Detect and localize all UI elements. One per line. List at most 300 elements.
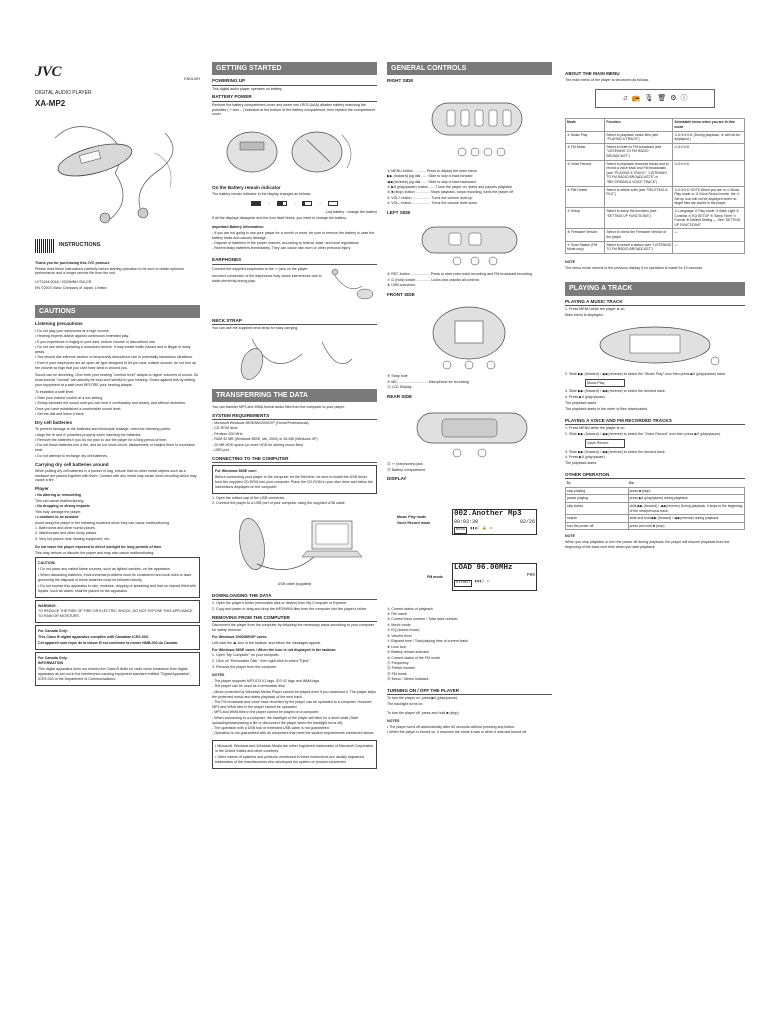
important-title: Important Battery Information:	[212, 224, 264, 229]
table-cell: ①③④⑤⑥	[673, 143, 745, 160]
table-cell: ① Language ② Play mode ③ Back Light ④ Contrast ⑤ EQ SETUP ⑥ Sleep Timer ⑦ Format ⑧ Default Setting — See "SETTING UP FUNCTIONS"	[673, 207, 745, 228]
list-item: - MP3 and WMA files in the player cannot be played on a computer.	[212, 710, 320, 715]
table-cell: ③ Voice Record	[566, 160, 605, 186]
canada-box-1	[35, 625, 200, 650]
list-item: - RAM 32 MB (Windows 98SE, Me, 2000) or 64 MB (Windows XP)	[212, 437, 318, 442]
player-menu-drawing	[565, 321, 745, 369]
remain-note: If all the displays disappear and the icon itself blinks, you need to change the battery.	[212, 216, 347, 221]
warning-box	[35, 600, 200, 624]
list-item: ⑫ Preset number	[387, 666, 416, 671]
table-row	[566, 515, 745, 523]
list-item: To prevent damage to the batteries and electrolyte leakage, heed the following points.	[35, 427, 172, 432]
win2000-title: For Windows 2000/ME/XP users:	[212, 634, 268, 639]
front-side-drawing	[387, 301, 552, 371]
fm-lcd	[452, 563, 537, 591]
win98-box	[212, 465, 377, 493]
sunlight-text: This may deform or discolor the player and may also cause malfunctioning.	[35, 550, 155, 555]
list-item: ⑨ Strap hole	[387, 374, 408, 379]
table-cell: ①②④⑤⑥	[673, 160, 745, 186]
earphones-title: EARPHONES	[212, 257, 377, 264]
list-item: • If you experience a ringing in your ears, reduce volume or discontinue use.	[35, 339, 156, 344]
list-item: 3. Very hot places near heating equipment, etc.	[35, 536, 111, 541]
win98se-step: 3. Remove the player from the computer.	[212, 665, 278, 670]
list-item: 1. Bathrooms and other humid places.	[35, 526, 96, 531]
music-mode-label: Music Play mode	[397, 514, 427, 519]
music-step: 3. Slide ▶▶ (forward) / ◀◀ (reverse) to select the desired track.	[565, 389, 666, 394]
trademark-item: • Microsoft, Windows and Windows Media are either registered trademarks of Microsoft Corporation in the United States and other countries.	[215, 744, 374, 754]
canada-text: This digital apparatus does not exceed the Class B limits for radio noise emissions from digital apparatus as set out in the interference-causing equipment standard entitled "Digital Apparatus", ICES-003 of the Department of Communications.	[38, 667, 191, 681]
caution-item: • When discarding batteries, environmental problems must be considered and local rules or laws governing the disposal of these batteries must be followed strictly.	[38, 573, 192, 582]
rear-side-figure	[387, 403, 552, 459]
notes-list	[212, 679, 377, 736]
arrow-right-icon: →	[292, 201, 297, 206]
list-item: • Start your volume control at a low setting.	[35, 395, 104, 400]
table-cell: —	[673, 241, 745, 253]
file-delete-icon: 🗑	[657, 95, 667, 103]
table-cell: ⑥ Firmware Version	[566, 229, 605, 241]
notes-title: NOTES	[387, 718, 400, 723]
brand-logo: JVC	[35, 64, 62, 80]
music-menu-figure	[565, 321, 745, 369]
listening-list	[35, 329, 200, 371]
table-cell: slide ▶▶ (forward) / ◀◀ (reverse) During playback, it skips to the beginning of the next/previous track.	[628, 503, 744, 515]
list-item: - The FM broadcast and voice track recorded by the player can be uploaded to a computer. However, MP3 and WMA files in the player cannot be uploaded.	[212, 699, 373, 709]
voice-step: 3. Slide ▶▶ (forward) / ◀◀ (reverse) to select the desired track.	[565, 449, 666, 454]
canada-title: For Canada Only:	[38, 655, 68, 660]
connecting-title: CONNECTING TO THE COMPUTER	[212, 456, 377, 463]
table-cell: ①②③④⑤⑥ (During playback, ⑥ will not be displayed.)	[673, 131, 745, 143]
list-item: ① MENU button ............ Press to display the main menu	[387, 168, 477, 173]
list-item: • Remove the batteries if you do not plan to use the player for a long period of time.	[35, 437, 168, 442]
setup-icon: ⚙	[670, 95, 677, 103]
list-item: This may damage the player.	[35, 509, 82, 514]
display-figure	[387, 485, 552, 605]
barcode-graphic	[35, 239, 55, 253]
list-item: ① Current status of playback	[387, 606, 433, 611]
left-side-drawing	[387, 219, 552, 269]
instructions-banner	[35, 239, 200, 253]
connect-step: 1. Open the rubber cap of the USB connector.	[212, 495, 285, 500]
list-item: - Operation is not guaranteed with all computers that meet the system requirements mentioned above.	[212, 731, 375, 736]
list-item: ⑧ USB connector	[387, 283, 416, 288]
battery-icon: ▭	[486, 580, 490, 585]
list-item: ⑪ LCD Display	[387, 385, 412, 390]
safe-level-text: Sound can be deceiving. Over time your hearing "comfort level" adapts to higher volumes of sound. So what sounds "normal" can actually be loud and harmful to your hearing. Guard against this by setting your equipment at a safe level BEFORE your hearing adapts.	[35, 373, 199, 388]
music-step: The playback starts.	[565, 401, 598, 406]
table-cell: Select to preset a station (see "LISTENING TO FM RADIO BROADCAST")	[605, 241, 673, 253]
list-item: ⑦ Elapsed time / Total playing time of current track	[387, 639, 468, 644]
player-with-earphones-drawing	[35, 113, 200, 233]
display-title: DISPLAY	[387, 476, 407, 482]
player-illustration	[35, 113, 200, 233]
turn-on-text: To turn the player on, press ▶II (play/pause).	[387, 696, 459, 701]
powering-up-title: POWERING UP	[212, 78, 377, 85]
carry-title: Carrying dry cell batteries around	[35, 461, 109, 467]
table-cell: Select to playback music files (see "PLAYING A TRACK")	[605, 131, 673, 143]
table-cell: ① Music Play	[566, 131, 605, 143]
menu-icons-figure	[595, 89, 715, 108]
list-item: • When the player is turned on, it resumes the mode it was in when it was last turned off.	[387, 730, 528, 735]
download-step: 2. Copy and paste or drag and drop the MP3/WMA files from the computer into the player's folder.	[212, 607, 368, 612]
table-cell: press and hold ■ (stop)	[628, 522, 744, 530]
list-item: - Music protected by Windows Media Player cannot be played even if you download it. The player skips the protected music and starts playback of the next track.	[212, 689, 376, 699]
caution-title: CAUTION:	[38, 561, 56, 566]
list-item: ③ Current track number / Total track number	[387, 617, 458, 622]
table-cell: ⑦ Scan Station (FM Mode only)	[566, 241, 605, 253]
list-item: - USB port	[212, 448, 229, 453]
table-row	[566, 522, 745, 530]
lcd-preset: P09	[526, 573, 535, 579]
column-getting-started	[212, 62, 377, 771]
table-header: To	[566, 480, 629, 487]
downloading-title: DOWNLOADING THE DATA	[212, 593, 377, 600]
list-item: ⑩ MIC ............................. Microphone for recording	[387, 379, 469, 384]
list-item: • Hearing experts advise against continuous extended play.	[35, 334, 130, 339]
battery-list	[35, 427, 200, 458]
download-step: 1. Open the player's folder (removable disk or device) from My Computer or Explorer.	[212, 601, 348, 606]
list-item: • Even if your earphones are an open-air type designed to let you hear outside sounds, do not turn up the volume so high that you can't hear what is around you.	[35, 360, 197, 370]
other-title: OTHER OPERATION	[565, 472, 745, 479]
table-cell: ⑤ Setup	[566, 207, 605, 228]
menu-note-title: NOTE	[565, 259, 575, 264]
list-item: • Do not attempt to recharge dry cell batteries.	[35, 453, 109, 458]
lcd-eq-mode: Rock	[454, 527, 467, 534]
list-item: • Do not use while operating a motorized vehicle. It may create traffic hazard and is illegal in many areas.	[35, 344, 191, 354]
earphones-drawing	[327, 266, 377, 306]
rear-side-drawing	[387, 403, 552, 459]
rear-side-title: REAR SIDE	[387, 393, 413, 399]
instructions-title: INSTRUCTIONS	[59, 242, 101, 249]
lcd-fm-frequency: LOAD 96.00MHz	[454, 563, 513, 572]
list-item: ③ ■ (stop) button .............. Stops playback, stops recording, turns the player off	[387, 190, 514, 195]
list-item: ⑩ Current status of the FM mode	[387, 655, 440, 660]
voice-mode-label: Voice Record mode	[397, 520, 431, 525]
important-list	[212, 231, 377, 252]
table-row	[566, 229, 745, 241]
arrow-right-icon: →	[267, 201, 271, 206]
table-cell: press ▶II (play/pause) during playback	[628, 495, 744, 503]
canada-info: INFORMATION	[38, 661, 64, 666]
general-controls-header: GENERAL CONTROLS	[387, 62, 552, 75]
list-item: ⑤ EQ (sound mode)	[387, 628, 420, 633]
list-item: ② File name	[387, 612, 407, 616]
left-side-figure	[387, 219, 552, 269]
playing-music-title: PLAYING A MUSIC TRACK	[565, 299, 745, 306]
table-header: Do	[628, 480, 744, 487]
list-item: • No dropping or strong impacts	[35, 504, 90, 509]
battery-icon: ▭	[490, 526, 493, 531]
establish-list	[35, 396, 200, 417]
firmware-icon: ⓘ	[680, 95, 688, 103]
battery-insert-figure	[212, 120, 377, 182]
arrow-right-icon: →	[318, 201, 322, 206]
left-side-title: LEFT SIDE	[387, 210, 411, 216]
list-item: ▶▶ (forward) jog dial ...... Slide to skip a track forward	[387, 174, 473, 179]
remain-title: On the Battery remain indicator	[212, 185, 281, 191]
list-item: - The player can be used as a removable disk.	[212, 684, 286, 689]
canada-line: Cet appareil num rique de la classe B est conforme la norme NMB-003 du Canada.	[38, 640, 178, 645]
list-item: • Do not play your earphones at a high volume.	[35, 328, 110, 333]
table-cell: search	[566, 515, 629, 523]
right-side-list	[387, 169, 552, 206]
language-label: ENGLISH	[184, 77, 200, 82]
voice-step: The playback starts.	[565, 461, 598, 466]
neck-strap-figure	[212, 334, 377, 386]
removing-text: Disconnect the player from the computer by following the necessary steps according to your computer for safety removal.	[212, 623, 374, 633]
rear-side-list	[387, 462, 552, 472]
usb-connection-figure	[212, 509, 377, 579]
notes-list	[387, 725, 552, 735]
turn-off-text: To turn the player off, press and hold ■ (stop).	[387, 710, 460, 715]
trademark-box	[212, 740, 377, 768]
canada-line: This Class B digital apparatus complies with Canadian ICES-003.	[38, 634, 149, 639]
table-header: Selectable menu when you are in this mode	[673, 119, 745, 131]
list-item: ⑥ REC button ................... Press to start voice track recording and FM broadcast recording	[387, 272, 533, 277]
table-cell: stop playing	[566, 487, 629, 495]
voice-record-lcd	[585, 439, 625, 448]
list-item: - The player supports MP3 ID3 V1 tags, ID3 V2 tags and WMA tags.	[212, 678, 321, 683]
table-cell: press ■ (stop)	[628, 487, 744, 495]
music-step: The playback starts in the order of files downloaded.	[565, 406, 649, 411]
table-row	[566, 241, 745, 253]
table-row	[566, 487, 745, 495]
table-cell: Select to setup the functions (see "SETTING UP FUNCTIONS")	[605, 207, 673, 228]
win98se-step: 1. Open "My Computer" on your computer.	[212, 653, 280, 658]
front-side-figure	[387, 301, 552, 371]
battery-full-icon	[251, 201, 261, 206]
win98-title: For Windows 98SE user:	[215, 469, 258, 474]
cautions-header: CAUTIONS	[35, 305, 200, 318]
table-header: Mode	[566, 119, 605, 131]
notes-title: NOTES	[212, 672, 225, 677]
left-side-list	[387, 272, 552, 288]
list-item: • Slowly increase the sound until you can hear it comfortably and clearly, and without distortion.	[35, 401, 186, 406]
list-item: ⑭ Mono / Stereo indicator	[387, 677, 429, 682]
battery-level-icons	[212, 201, 377, 206]
caution-item: • Do not expose this apparatus to rain, moisture, dripping or splashing and that no objects filled with liquids, such as vases, shall be placed on the apparatus.	[38, 583, 197, 593]
table-row	[566, 207, 745, 228]
table-cell: skip tracks	[566, 503, 629, 515]
final-note: When you stop playback or turn the power off during playback, the player will resume playback from the beginning of the track next time when you start playback.	[565, 540, 730, 550]
table-cell: Select to listen to FM broadcast (see "LISTENING TO FM RADIO BROADCAST")	[605, 143, 673, 160]
list-item: ⑦ ⊡ (hold) switch .............. Locks and unlocks all controls	[387, 277, 480, 282]
list-item: Avoid using the player in the following locations since they can cause malfunctioning.	[35, 520, 170, 525]
table-cell: Select to delete a file (see "DELETING A FILE")	[605, 186, 673, 207]
fm-icon: 📻	[631, 95, 641, 103]
list-item: • Locations to be avoided	[35, 515, 79, 520]
transfer-text: You can transfer MP3 and WMA format audio files from the computer to your player.	[212, 404, 346, 409]
list-item: - Microsoft Windows 98SE/Me/2000/XP (Home/Professional)	[212, 421, 309, 425]
caution-item: • Do not place any naked flame sources, such as lighted candles, on the apparatus.	[38, 567, 171, 572]
table-cell: Select to check the Firmware Version of the player	[605, 229, 673, 241]
front-side-title: FRONT SIDE	[387, 292, 415, 297]
list-item: ⑬ Battery compartment	[387, 467, 425, 472]
copyright: EN ©2003 Victor Company of Japan, Limited	[35, 286, 107, 291]
column-main-menu	[565, 68, 745, 551]
lcd-track-name: 002.Another Mp3	[454, 509, 522, 518]
list-item: - CD-ROM drive	[212, 426, 238, 431]
front-side-list	[387, 374, 552, 390]
neck-text: You can use the supplied neck strap for easy carrying.	[212, 325, 299, 330]
playing-voice-title: PLAYING A VOICE AND FM RECORDED TRACKS	[565, 418, 745, 425]
list-item: • Do not throw batteries into a fire, and do not short-circuit, disassemble or subject them to excessive heat.	[35, 443, 196, 453]
right-side-figure	[387, 88, 552, 166]
table-row	[566, 160, 745, 186]
remain-text: The battery remain indicator in the display changes as follows.	[212, 192, 312, 197]
music-play-icon: ♫	[622, 95, 628, 103]
list-item: • Set the dial and leave it there.	[35, 412, 85, 417]
list-item: - The operation with a USB hub or extended USB cable is not guaranteed.	[212, 725, 330, 730]
battery-text: Remove the battery compartment cover and insert one LR03 (AAA) alkaline battery matching the polarities ( + and – ) indicated at the bottom of the battery compartment, then replace the compartment cover.	[212, 102, 375, 117]
table-cell: ④ File Delete	[566, 186, 605, 207]
list-item: ⑤ VOL– button .................. Turns the volume level down	[387, 201, 477, 206]
lcd-stereo: STEREO	[454, 580, 472, 587]
neck-strap-title: NECK STRAP	[212, 318, 377, 325]
neck-strap-drawing	[212, 334, 377, 386]
win2000-text: Left-click the ⏏ icon in the taskbar, and follow the messages appear.	[212, 640, 322, 645]
table-cell: slide and hold ▶▶ (forward) / ◀◀ (reverse) during playback	[628, 515, 744, 523]
canada-title: For Canada Only:	[38, 629, 68, 634]
lock-icon: 🔒	[482, 526, 488, 531]
list-item: ⑥ Volume level	[387, 633, 412, 638]
voice-step: 2. Slide ▶▶ (forward) / ◀◀ (reverse) to select the "Voice Record" icon then press ▶II (play/pause).	[565, 431, 721, 436]
volume-bars-icon: ▮▮▮▯	[470, 526, 480, 531]
list-item: • No altering or remodeling	[35, 493, 81, 498]
music-play-lcd	[585, 379, 625, 388]
music-step: 4. Press ▶II (play/pause).	[565, 395, 606, 400]
battery-empty-icon	[328, 201, 338, 206]
fm-mode-label: FM mode	[427, 574, 443, 579]
column-general-controls	[387, 62, 552, 736]
list-item: • The player turns off automatically after 60 seconds without pressing any button.	[387, 724, 516, 729]
part-number: LVT1244-001A / 0203MNH-SW-CR	[35, 280, 92, 285]
win98-text: Before connecting your player to the computer for the first time, be sure to install the USB driver from the supplied CD-ROM into your computer. Place the CD-ROM in your disc drive and follow the instructions displayed on the computer.	[215, 475, 373, 489]
table-cell: turn the power off	[566, 522, 629, 530]
battery-insert-drawing	[212, 120, 377, 182]
table-cell: —	[673, 229, 745, 241]
listening-title: Listening precautions	[35, 321, 83, 327]
table-row	[566, 131, 745, 143]
voice-step: 4. Press ▶II (play/pause).	[565, 455, 606, 460]
list-item: • You should use extreme caution or temporarily discontinue use in potentially hazardous situations.	[35, 355, 194, 360]
sunlight-title: Do not leave the player exposed to direct sunlight for long periods of time	[35, 544, 162, 549]
thanks-text: Please read these instructions carefully before starting operation to be sure to obtain optimum performance and a longer service life from the unit.	[35, 266, 185, 276]
list-item: - If you are not going to use your player for a month or more, be sure to remove the battery in case the battery leaks and causes damage.	[212, 230, 375, 240]
table-row	[566, 495, 745, 503]
earphones-text: Connect the supplied earphones to the ⏛ jack on the player.	[212, 266, 309, 271]
table-row	[566, 186, 745, 207]
list-item: - Pentium 200 MHz	[212, 431, 243, 436]
list-item: ⑪ Frequency	[387, 660, 409, 665]
backlight-text: The backlight turns on.	[387, 702, 424, 707]
list-item: This can cause malfunctioning.	[35, 498, 85, 503]
menu-table	[565, 118, 745, 253]
turning-title: TURNING ON / OFF THE PLAYER	[387, 688, 552, 695]
usb-connection-drawing	[212, 509, 377, 579]
music-lcd	[452, 509, 537, 535]
battery-title: Dry cell batteries	[35, 419, 73, 425]
usb-caption: USB cable (supplied)	[277, 582, 312, 587]
earphones-note: Incorrect connection of the earphones may cause interference due to static electricity during play.	[212, 274, 322, 284]
win98se-step: 2. Click on "Removable Disk", then right-click to select "Eject".	[212, 659, 311, 664]
voice-record-lcd-label: Voice Record	[587, 440, 609, 445]
right-side-drawing	[387, 88, 552, 166]
win98se-title: For Windows 98SE users / When the icon is not displayed in the taskbar:	[212, 647, 337, 652]
table-row	[566, 143, 745, 160]
display-list	[387, 607, 552, 683]
list-item: - Dispose of batteries in the proper manner, according to federal, state, and local regulations.	[212, 241, 360, 246]
lcd-track-count: 02/26	[519, 519, 535, 526]
table-cell: Select to playback recorded tracks and to record a voice track and FM broadcasts (see "PLAYING A TRACK", "LISTENING TO FM RADIO BROADCASTS" or "RECORDING A VOICE TRACK")	[605, 160, 673, 186]
menu-note: The menu mode returns to the previous display if no operation is made for 10 seconds.	[565, 265, 704, 270]
music-step: Main menu is displayed.	[565, 312, 604, 317]
battery-mid-icon	[277, 201, 287, 206]
model-name: XA-MP2	[35, 99, 66, 108]
list-item: ⑧ Lock icon	[387, 644, 407, 649]
music-play-lcd-label: Music Play	[587, 380, 605, 385]
column-intro	[35, 62, 200, 688]
list-item: ◀◀ (reverse) jog dial ...... Slide to skip a track backward	[387, 179, 476, 184]
list-item: - Recent leaky batteries immediately. They can cause skin burn or other personal injury.	[212, 246, 352, 251]
music-step: 1. Press MENU while the player is on.	[565, 307, 626, 312]
voice-step: 1. Press MENU while the player is on.	[565, 425, 626, 430]
connect-step: 2. Connect the player to a USB port of your computer using the supplied USB cable.	[212, 501, 346, 506]
list-item: ⑫ ⏛ (earphones) jack	[387, 462, 423, 467]
voice-record-icon: 🎙	[644, 95, 654, 103]
warning-text: TO REDUCE THE RISK OF FIRE OR ELECTRIC SHOCK, DO NOT EXPOSE THIS APPLIANCE TO RAIN OR MOISTURE.	[38, 609, 193, 619]
table-row	[566, 503, 745, 515]
list-item: 2. Warehouses and other dusty places.	[35, 531, 98, 536]
table-cell: pause playing	[566, 495, 629, 503]
powering-text: This digital audio player operates on battery.	[212, 86, 283, 91]
establish-title: To establish a safe level:	[35, 389, 75, 394]
other-operation-table	[565, 480, 745, 530]
canada-box-2	[35, 652, 200, 686]
right-side-title: RIGHT SIDE	[387, 78, 414, 84]
playing-track-header: PLAYING A TRACK	[565, 282, 745, 295]
sysreq-list	[212, 421, 377, 453]
low-battery-caption: Low battery : change the battery	[325, 210, 377, 215]
table-cell: ② FM Mode	[566, 143, 605, 160]
getting-started-header: GETTING STARTED	[212, 62, 377, 75]
carry-text: When putting dry cell batteries in a pocket or bag, ensure that no other metal objects such as a necklace are placed together with them. Contact with any metal may cause short-circuiting which may cause a fire.	[35, 468, 197, 483]
player-title: Player	[35, 486, 49, 492]
table-cell: ①②③⑤⑥ NOTE When you are in ① Music Play mode or ③ Voice Record mode, the ⑤ Set up icon will not be displayed when no target files are stored in the player.	[673, 186, 745, 207]
list-item: ④ Music mode	[387, 622, 411, 627]
transferring-header: TRANSFERRING THE DATA	[212, 389, 377, 402]
volume-bars-icon: ▮▮▮▯	[474, 580, 484, 585]
battery-low-icon	[302, 201, 312, 206]
warning-title: WARNING:	[38, 603, 57, 608]
battery-power-title: BATTERY POWER	[212, 94, 377, 101]
removing-title: REMOVING FROM THE COMPUTER	[212, 615, 377, 622]
list-item: ⑨ Battery remain indicator	[387, 650, 430, 655]
caution-box	[35, 557, 200, 597]
lcd-elapsed-time: 00:03:30	[454, 519, 479, 526]
table-header: Function	[605, 119, 673, 131]
player-list	[35, 493, 200, 541]
list-item: ② ▶II (play/pause) button ...... Turns the player on, starts and pauses playback	[387, 184, 513, 189]
list-item: Once you have established a comfortable sound level:	[35, 406, 122, 411]
about-menu-title: ABOUT THE MAIN MENU	[565, 71, 620, 76]
product-type: DIGITAL AUDIO PLAYER	[35, 90, 92, 97]
list-item: - When connecting to a computer, the backlight of the player will blink for a short while (Start uploading/downloading a file or disconnect the player when the backlight turns off).	[212, 715, 359, 725]
list-item: ④ VOL+ button .................. Turns the volume level up	[387, 195, 473, 200]
thanks-heading: Thank you for purchasing this JVC product.	[35, 260, 110, 265]
about-menu-text: The main menu of the player is structured as follows.	[565, 78, 650, 83]
trademark-item: • Other names of systems and products mentioned in these instructions are usually registered trademarks of the manufacturers who developed the system or product concerned.	[215, 754, 364, 764]
final-note-title: NOTE	[565, 534, 575, 539]
